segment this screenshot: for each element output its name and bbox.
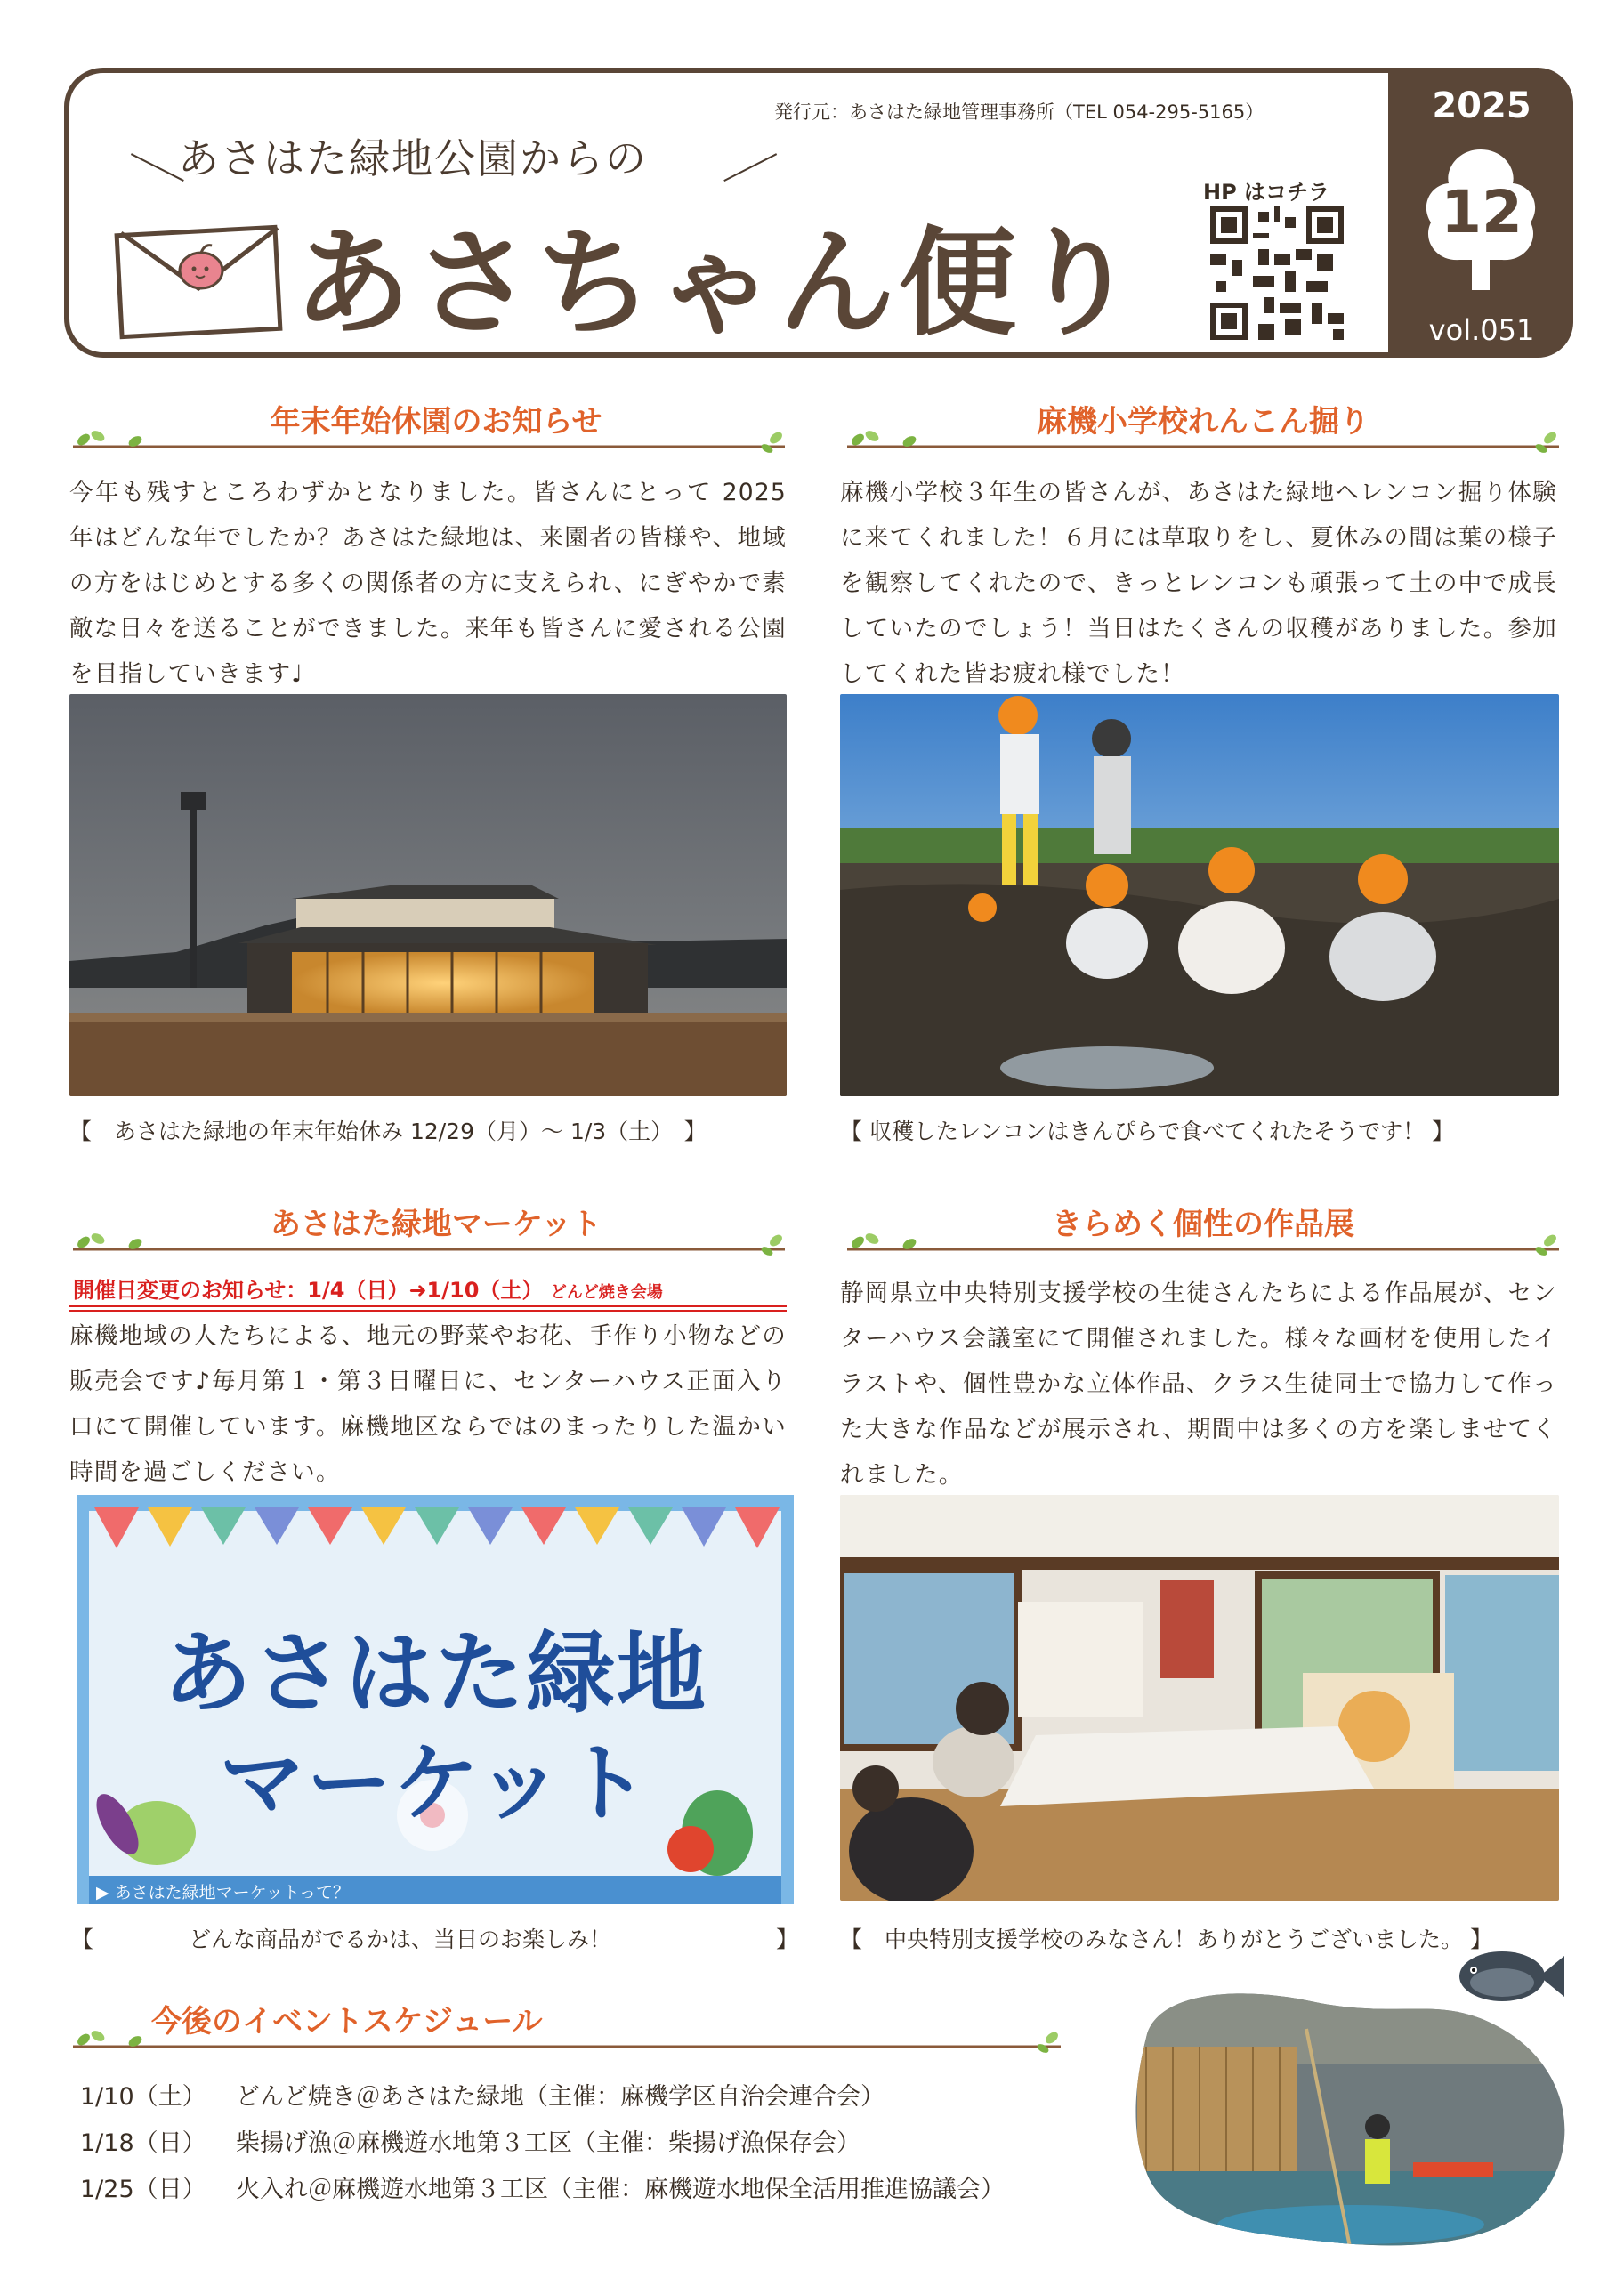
schedule-date: 1/25（日）	[80, 2176, 206, 2203]
notice-underline	[69, 1305, 787, 1307]
newsletter-subtitle: あさはた緑地公園からの	[178, 134, 648, 182]
issue-month: 12	[1441, 178, 1523, 246]
night-building-photo	[69, 694, 787, 1096]
fish-icon	[1450, 1936, 1566, 2016]
art-section-title: きらめく個性の作品展	[1052, 1207, 1354, 1242]
issue-volume: vol.051	[1428, 313, 1535, 347]
market-section-title: あさはた緑地マーケット	[270, 1207, 602, 1242]
market-date-change-notice	[73, 1272, 663, 1304]
branch-divider-icon	[838, 422, 1568, 457]
market-banner[interactable]	[77, 1495, 794, 1904]
schedule-item	[80, 2123, 860, 2158]
closing-section-title: 年末年始休園のお知らせ	[270, 404, 602, 440]
banner-title-line1: あさはた緑地	[163, 1621, 707, 1725]
market-body: 麻機地域の人たちによる、地元の野菜やお花、手作り小物などの販売会です♪毎月第１・第３日曜日に、センターハウス正面入り口にて開催しています。麻機地区ならではのまったりした温かい時間を過ごしください。	[69, 1322, 787, 1486]
publisher-info: 発行元：あさはた緑地管理事務所（TEL 054-295-5165）	[774, 101, 1264, 123]
schedule-event: どんど焼き＠あさはた緑地（主催：麻機学区自治会連合会）	[236, 2083, 885, 2111]
lotus-body: 麻機小学校３年生の皆さんが、あさはた緑地へレンコン掘り体験に来てくれました！６月には草取りをし、夏休みの間は葉の様子を観察してくれたので、きっとレンコンも頑張って土の中で成長していたのでしょう！当日はたくさんの収穫がありました。参加してくれた皆お疲れ様でした！	[840, 479, 1557, 688]
banner-title-line2: マーケット	[219, 1733, 651, 1833]
lotus-harvest-photo	[840, 694, 1559, 1096]
banner-link[interactable]	[96, 1879, 350, 1903]
market-caption: どんな商品がでるかは、当日のお楽しみ！	[189, 1927, 612, 1952]
market-caption-close: 】	[776, 1927, 799, 1952]
newsletter-title: あさちゃん便り	[294, 215, 1141, 352]
lotus-caption: 【 収穫したレンコンはきんぴらで食べてくれたそうです！ 】	[840, 1119, 1455, 1144]
schedule-section-title: 今後のイベントスケジュール	[151, 2004, 543, 2040]
schedule-item	[80, 2077, 885, 2112]
decor-slash-right: ／	[719, 137, 780, 203]
play-icon: ▶	[96, 1883, 115, 1902]
schedule-event: 火入れ＠麻機遊水地第３工区（主催：麻機遊水地保全活用推進協議会）	[236, 2176, 1005, 2203]
issue-year: 2025	[1432, 85, 1531, 126]
art-body: 静岡県立中央特別支援学校の生徒さんたちによる作品展が、センターハウス会議室にて開催されました。様々な画材を使用したイラストや、個性豊かな立体作品、クラス生徒同士で協力して作った大きな作品などが展示され、期間中は多くの方を楽しませてくれました。	[840, 1280, 1557, 1489]
decor-slash-left: ＼	[127, 137, 189, 203]
market-notice-venue: どんど焼き会場	[550, 1283, 663, 1302]
branch-divider-icon	[64, 2022, 1070, 2057]
schedule-event: 柴揚げ漁＠麻機遊水地第３工区（主催：柴揚げ漁保存会）	[236, 2129, 860, 2157]
schedule-date: 1/10（土）	[80, 2083, 206, 2111]
art-caption: 【 中央特別支援学校のみなさん！ありがとうございました。 】	[840, 1927, 1492, 1952]
homepage-label: HP はコチラ	[1203, 180, 1330, 205]
banner-link-text: あさはた緑地マーケットって？	[114, 1883, 350, 1902]
lotus-section-title: 麻機小学校れんこん掘り	[1037, 404, 1369, 440]
market-notice-main: 開催日変更のお知らせ：1/4（日）➜1/10（土）	[73, 1278, 544, 1303]
schedule-date: 1/18（日）	[80, 2129, 206, 2157]
closing-body: 今年も残すところわずかとなりました。皆さんにとって 2025 年はどんな年でしたか？あさはた緑地は、来園者の皆様や、地域の方をはじめとする多くの関係者の方に支えられ、にぎやかで素敵な日々を送ることができました。来年も皆さんに愛される公園を目指していきます♩	[69, 479, 787, 688]
notice-underline	[69, 1310, 787, 1312]
branch-divider-icon	[64, 422, 794, 457]
branch-divider-icon	[838, 1224, 1568, 1260]
qr-code-icon[interactable]	[1210, 206, 1344, 340]
envelope-icon	[114, 206, 283, 340]
market-caption-open: 【	[71, 1927, 94, 1952]
schedule-item	[80, 2169, 1005, 2204]
art-exhibition-photo	[840, 1495, 1559, 1901]
closing-caption: 【 あさはた緑地の年末年始休み 12/29（月）～ 1/3（土） 】	[69, 1119, 707, 1144]
branch-divider-icon	[64, 1224, 794, 1260]
